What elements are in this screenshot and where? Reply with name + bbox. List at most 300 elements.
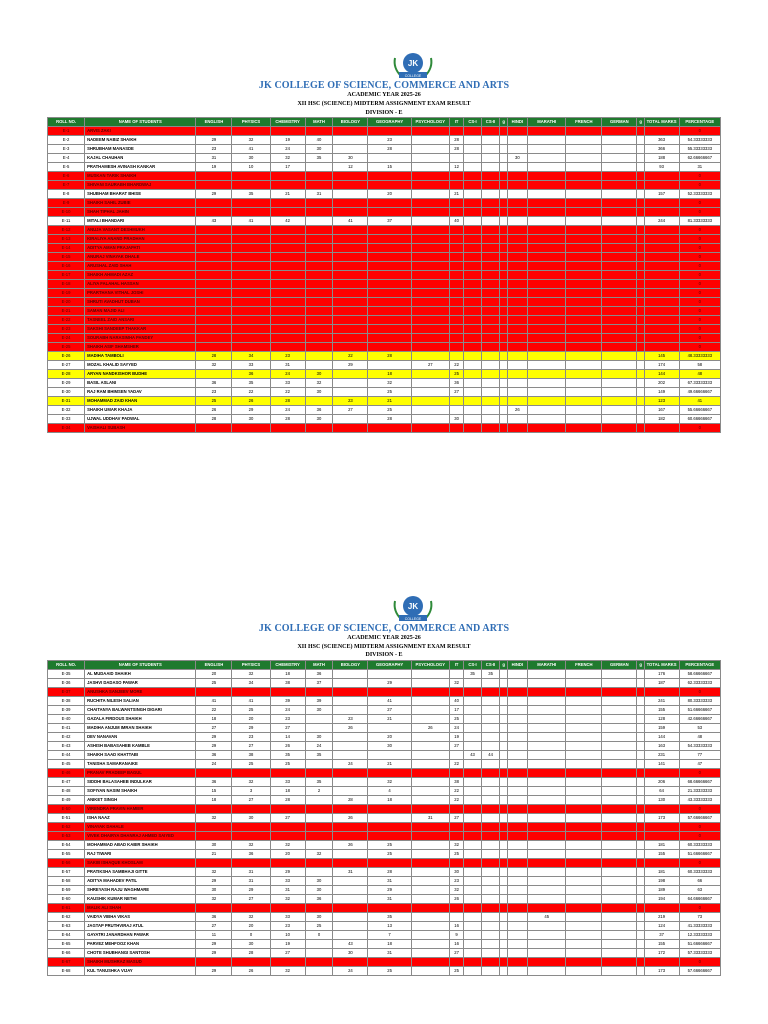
student-name-cell: SOFIYAN NASIM SHAIKH: [85, 787, 196, 796]
marks-cell: [270, 769, 305, 778]
marks-cell: [305, 949, 333, 958]
marks-cell: 28: [270, 397, 305, 406]
marks-cell: [449, 226, 463, 235]
marks-cell: 32: [196, 895, 232, 904]
marks-cell: [333, 778, 368, 787]
student-name-cell: TASNEEL ZAID ANSARI: [85, 316, 196, 325]
marks-cell: [305, 760, 333, 769]
marks-cell: [602, 868, 637, 877]
marks-cell: [528, 271, 566, 280]
marks-cell: 27: [232, 796, 270, 805]
marks-cell: [464, 913, 482, 922]
marks-cell: 27: [196, 922, 232, 931]
marks-cell: [411, 136, 449, 145]
marks-cell: [196, 172, 232, 181]
marks-cell: [602, 154, 637, 163]
marks-cell: 21.33333333: [679, 787, 720, 796]
student-name-cell: KIRALIYA ANAND PRADHAN: [85, 235, 196, 244]
column-header: CS-I: [464, 661, 482, 670]
column-header: ROLL NO.: [48, 118, 85, 127]
marks-cell: [481, 343, 500, 352]
marks-cell: [368, 424, 411, 433]
table-row: [48, 424, 721, 433]
marks-cell: [644, 424, 679, 433]
marks-cell: [507, 325, 528, 334]
marks-cell: [411, 397, 449, 406]
marks-cell: [566, 814, 602, 823]
marks-cell: [507, 262, 528, 271]
marks-cell: [507, 733, 528, 742]
table-row: [48, 217, 721, 226]
marks-cell: 22: [232, 388, 270, 397]
marks-cell: [528, 670, 566, 679]
marks-cell: 44: [481, 751, 500, 760]
logo-text: JK: [407, 59, 419, 68]
marks-cell: [528, 424, 566, 433]
marks-cell: 30: [507, 154, 528, 163]
marks-cell: [528, 397, 566, 406]
roll-no-cell: E-36: [48, 679, 85, 688]
marks-cell: [500, 262, 507, 271]
student-name-cell: SHAIKH AHMADI AZAZ: [85, 271, 196, 280]
marks-cell: [566, 388, 602, 397]
marks-cell: [500, 208, 507, 217]
marks-cell: [305, 316, 333, 325]
marks-cell: [481, 406, 500, 415]
roll-no-cell: E-37: [48, 688, 85, 697]
marks-cell: [528, 406, 566, 415]
marks-cell: [602, 832, 637, 841]
marks-cell: 32: [232, 136, 270, 145]
marks-cell: [464, 922, 482, 931]
marks-cell: [449, 208, 463, 217]
marks-cell: [464, 859, 482, 868]
marks-cell: 12: [333, 163, 368, 172]
marks-cell: 24: [333, 967, 368, 976]
marks-cell: 31: [196, 154, 232, 163]
marks-cell: [507, 352, 528, 361]
marks-cell: [232, 253, 270, 262]
marks-cell: [411, 145, 449, 154]
table-row: [48, 859, 721, 868]
marks-cell: [644, 688, 679, 697]
marks-cell: 0: [679, 334, 720, 343]
table-row: [48, 742, 721, 751]
marks-cell: [481, 805, 500, 814]
marks-cell: [333, 208, 368, 217]
marks-cell: 24: [270, 406, 305, 415]
marks-cell: [481, 199, 500, 208]
marks-cell: [528, 172, 566, 181]
marks-cell: [500, 958, 507, 967]
marks-cell: 23: [232, 733, 270, 742]
marks-cell: [232, 859, 270, 868]
marks-cell: [368, 280, 411, 289]
marks-cell: [333, 805, 368, 814]
marks-cell: [507, 172, 528, 181]
marks-cell: [333, 199, 368, 208]
roll-no-cell: E-21: [48, 307, 85, 316]
roll-no-cell: E-43: [48, 742, 85, 751]
marks-cell: 24: [196, 760, 232, 769]
marks-cell: 18: [368, 940, 411, 949]
table-row: [48, 670, 721, 679]
marks-cell: 0: [679, 181, 720, 190]
marks-cell: 55.33333333: [679, 145, 720, 154]
marks-cell: [481, 208, 500, 217]
roll-no-cell: E-23: [48, 325, 85, 334]
marks-cell: 81.33333333: [679, 217, 720, 226]
marks-cell: 20: [368, 190, 411, 199]
marks-cell: [449, 805, 463, 814]
student-name-cell: ANIKET SINGH: [85, 796, 196, 805]
marks-cell: 27: [449, 388, 463, 397]
marks-cell: [305, 271, 333, 280]
marks-cell: [464, 688, 482, 697]
column-header: GERMAN: [602, 118, 637, 127]
table-row: [48, 778, 721, 787]
student-name-cell: SOURABH NARASIMHA PANDEY: [85, 334, 196, 343]
table-row: [48, 172, 721, 181]
marks-cell: [528, 859, 566, 868]
marks-cell: [411, 163, 449, 172]
marks-cell: 41: [232, 697, 270, 706]
student-name-cell: PRATHAMESH AVINASH KANKAR: [85, 163, 196, 172]
marks-cell: [528, 280, 566, 289]
marks-cell: [637, 172, 644, 181]
marks-cell: [411, 850, 449, 859]
marks-cell: [232, 325, 270, 334]
marks-cell: 37: [305, 679, 333, 688]
roll-no-cell: E-59: [48, 886, 85, 895]
marks-cell: [481, 724, 500, 733]
marks-cell: [411, 688, 449, 697]
marks-cell: [637, 742, 644, 751]
marks-cell: [507, 697, 528, 706]
marks-cell: 172: [644, 949, 679, 958]
marks-cell: 19: [196, 163, 232, 172]
roll-no-cell: E-50: [48, 805, 85, 814]
marks-cell: [507, 967, 528, 976]
marks-cell: 145: [644, 352, 679, 361]
marks-cell: 21: [368, 397, 411, 406]
marks-cell: [270, 181, 305, 190]
marks-cell: [333, 379, 368, 388]
table-row: [48, 724, 721, 733]
marks-cell: [637, 217, 644, 226]
marks-cell: [270, 226, 305, 235]
marks-cell: [637, 316, 644, 325]
marks-cell: 17: [449, 706, 463, 715]
marks-cell: 25: [368, 841, 411, 850]
marks-cell: [481, 217, 500, 226]
marks-cell: [637, 253, 644, 262]
marks-cell: [464, 361, 482, 370]
marks-cell: 27: [196, 724, 232, 733]
roll-no-cell: E-62: [48, 913, 85, 922]
marks-cell: 20: [270, 850, 305, 859]
marks-cell: [270, 235, 305, 244]
marks-cell: [449, 859, 463, 868]
table-row: [48, 814, 721, 823]
marks-cell: 27: [368, 706, 411, 715]
marks-cell: [500, 181, 507, 190]
student-name-cell: VIVEK DHAIRYA DHANRAJ AHMED SAIYED: [85, 832, 196, 841]
marks-cell: [449, 154, 463, 163]
roll-no-cell: E-22: [48, 316, 85, 325]
marks-cell: 33: [270, 379, 305, 388]
marks-cell: [232, 127, 270, 136]
roll-no-cell: E-29: [48, 379, 85, 388]
marks-cell: [232, 316, 270, 325]
marks-cell: 21: [449, 190, 463, 199]
marks-cell: 31: [411, 814, 449, 823]
marks-cell: [566, 733, 602, 742]
column-header: CS-II: [481, 661, 500, 670]
roll-no-cell: E-67: [48, 958, 85, 967]
marks-cell: [528, 796, 566, 805]
marks-cell: [481, 307, 500, 316]
marks-cell: 52.33333333: [679, 190, 720, 199]
marks-cell: [368, 181, 411, 190]
marks-cell: [637, 940, 644, 949]
marks-cell: [566, 379, 602, 388]
marks-cell: 219: [644, 913, 679, 922]
marks-cell: [196, 859, 232, 868]
marks-cell: [644, 805, 679, 814]
marks-cell: 29: [196, 949, 232, 958]
marks-cell: [507, 361, 528, 370]
table-row: [48, 361, 721, 370]
marks-cell: [637, 199, 644, 208]
table-row: [48, 805, 721, 814]
column-header: g: [637, 118, 644, 127]
marks-cell: 67.33333333: [679, 379, 720, 388]
marks-cell: [637, 352, 644, 361]
marks-cell: [333, 262, 368, 271]
table-row: [48, 913, 721, 922]
marks-cell: [637, 262, 644, 271]
marks-cell: [464, 814, 482, 823]
marks-cell: [500, 778, 507, 787]
marks-cell: 10: [232, 163, 270, 172]
marks-cell: [464, 877, 482, 886]
marks-cell: 30: [305, 733, 333, 742]
marks-cell: [602, 397, 637, 406]
marks-cell: [305, 958, 333, 967]
marks-cell: [507, 307, 528, 316]
marks-cell: 202: [644, 379, 679, 388]
marks-cell: [566, 832, 602, 841]
table-row: [48, 199, 721, 208]
marks-cell: [602, 406, 637, 415]
marks-cell: [368, 307, 411, 316]
marks-cell: 42: [270, 217, 305, 226]
marks-cell: [411, 796, 449, 805]
roll-no-cell: E-51: [48, 814, 85, 823]
marks-cell: [637, 859, 644, 868]
student-name-cell: SHAH TIPHAL JAHIN: [85, 208, 196, 217]
marks-cell: 39: [270, 697, 305, 706]
marks-cell: 32: [368, 778, 411, 787]
marks-cell: 63: [679, 886, 720, 895]
roll-no-cell: E-60: [48, 895, 85, 904]
marks-cell: [333, 289, 368, 298]
marks-cell: 26: [196, 406, 232, 415]
marks-cell: [411, 370, 449, 379]
marks-cell: [644, 262, 679, 271]
marks-cell: [500, 325, 507, 334]
marks-cell: [500, 697, 507, 706]
marks-cell: [602, 226, 637, 235]
marks-cell: [602, 724, 637, 733]
marks-cell: 29: [270, 868, 305, 877]
marks-cell: [411, 769, 449, 778]
marks-cell: [644, 958, 679, 967]
marks-cell: 28: [232, 949, 270, 958]
marks-cell: 57.66666667: [679, 814, 720, 823]
marks-cell: [602, 787, 637, 796]
marks-cell: [481, 688, 500, 697]
marks-cell: [500, 832, 507, 841]
marks-cell: 25: [449, 370, 463, 379]
marks-cell: [500, 823, 507, 832]
marks-cell: 27: [232, 895, 270, 904]
marks-cell: 0: [679, 253, 720, 262]
marks-cell: [644, 244, 679, 253]
marks-cell: [528, 388, 566, 397]
marks-cell: [637, 163, 644, 172]
table-row: [48, 334, 721, 343]
marks-cell: [500, 190, 507, 199]
roll-no-cell: E-55: [48, 850, 85, 859]
marks-cell: 28: [196, 415, 232, 424]
marks-cell: 124: [644, 922, 679, 931]
marks-cell: 159: [644, 724, 679, 733]
marks-cell: [602, 922, 637, 931]
marks-cell: 48: [679, 370, 720, 379]
exam-title: XII HSC (SCIENCE) MIDTERM ASSIGNMENT EXAM RESULT: [297, 101, 471, 107]
marks-cell: 43.33333333: [679, 796, 720, 805]
marks-cell: [232, 307, 270, 316]
marks-cell: [481, 370, 500, 379]
marks-cell: [481, 415, 500, 424]
marks-cell: [333, 922, 368, 931]
marks-cell: [507, 244, 528, 253]
marks-cell: [333, 679, 368, 688]
marks-cell: 38: [232, 751, 270, 760]
marks-cell: [449, 127, 463, 136]
marks-cell: [411, 262, 449, 271]
marks-cell: [464, 352, 482, 361]
marks-cell: [411, 226, 449, 235]
marks-cell: 25: [368, 967, 411, 976]
marks-cell: 31: [368, 949, 411, 958]
marks-cell: [481, 253, 500, 262]
marks-cell: 174: [644, 361, 679, 370]
marks-cell: [411, 406, 449, 415]
marks-cell: [602, 208, 637, 217]
marks-cell: [566, 136, 602, 145]
student-name-cell: SHRUBHAM MANASDE: [85, 145, 196, 154]
marks-cell: 31: [232, 868, 270, 877]
marks-cell: [464, 307, 482, 316]
student-name-cell: PRATIKSHA SAMBHAJI GITTE: [85, 868, 196, 877]
marks-cell: [449, 913, 463, 922]
student-name-cell: ADITYA MAHADEV PATIL: [85, 877, 196, 886]
student-name-cell: MOZAL KHALID SAYYED: [85, 361, 196, 370]
marks-cell: [500, 244, 507, 253]
marks-cell: [528, 307, 566, 316]
marks-cell: [368, 904, 411, 913]
marks-cell: [411, 154, 449, 163]
marks-cell: [411, 841, 449, 850]
marks-cell: [528, 877, 566, 886]
marks-cell: [464, 172, 482, 181]
logo-ribbon: COLLEGE: [404, 617, 422, 621]
marks-cell: 43: [464, 751, 482, 760]
marks-cell: [500, 172, 507, 181]
marks-cell: [602, 877, 637, 886]
marks-cell: [368, 199, 411, 208]
marks-cell: [411, 298, 449, 307]
marks-cell: 23: [196, 145, 232, 154]
marks-cell: [602, 127, 637, 136]
marks-cell: [507, 199, 528, 208]
student-name-cell: KAUSHIK KUMAR NETHI: [85, 895, 196, 904]
marks-cell: 0: [679, 271, 720, 280]
marks-cell: [566, 253, 602, 262]
marks-cell: 64: [644, 787, 679, 796]
marks-cell: [411, 958, 449, 967]
marks-cell: [644, 904, 679, 913]
marks-cell: [449, 280, 463, 289]
marks-cell: [566, 334, 602, 343]
marks-cell: [566, 949, 602, 958]
marks-cell: [481, 136, 500, 145]
marks-cell: [196, 769, 232, 778]
roll-no-cell: E-39: [48, 706, 85, 715]
marks-cell: 42.66666667: [679, 715, 720, 724]
marks-cell: [270, 199, 305, 208]
college-name: JK COLLEGE OF SCIENCE, COMMERCE AND ARTS: [258, 80, 510, 91]
marks-cell: [602, 244, 637, 253]
marks-cell: [637, 751, 644, 760]
marks-cell: [500, 805, 507, 814]
marks-cell: [305, 217, 333, 226]
marks-cell: [305, 127, 333, 136]
marks-cell: [637, 805, 644, 814]
marks-cell: [528, 208, 566, 217]
marks-cell: 9: [449, 931, 463, 940]
marks-cell: [500, 760, 507, 769]
table-row: [48, 253, 721, 262]
marks-cell: [333, 388, 368, 397]
marks-cell: [500, 334, 507, 343]
marks-cell: [566, 352, 602, 361]
marks-cell: [481, 271, 500, 280]
column-header: g: [637, 661, 644, 670]
marks-cell: [500, 904, 507, 913]
marks-cell: [500, 688, 507, 697]
student-name-cell: RAJ RAM BHIMSEN YADAV: [85, 388, 196, 397]
marks-cell: [528, 814, 566, 823]
table-row: [48, 343, 721, 352]
marks-cell: [305, 172, 333, 181]
marks-cell: [566, 940, 602, 949]
student-name-cell: NADEEM NABIZ SHAIKH: [85, 136, 196, 145]
marks-cell: [449, 424, 463, 433]
